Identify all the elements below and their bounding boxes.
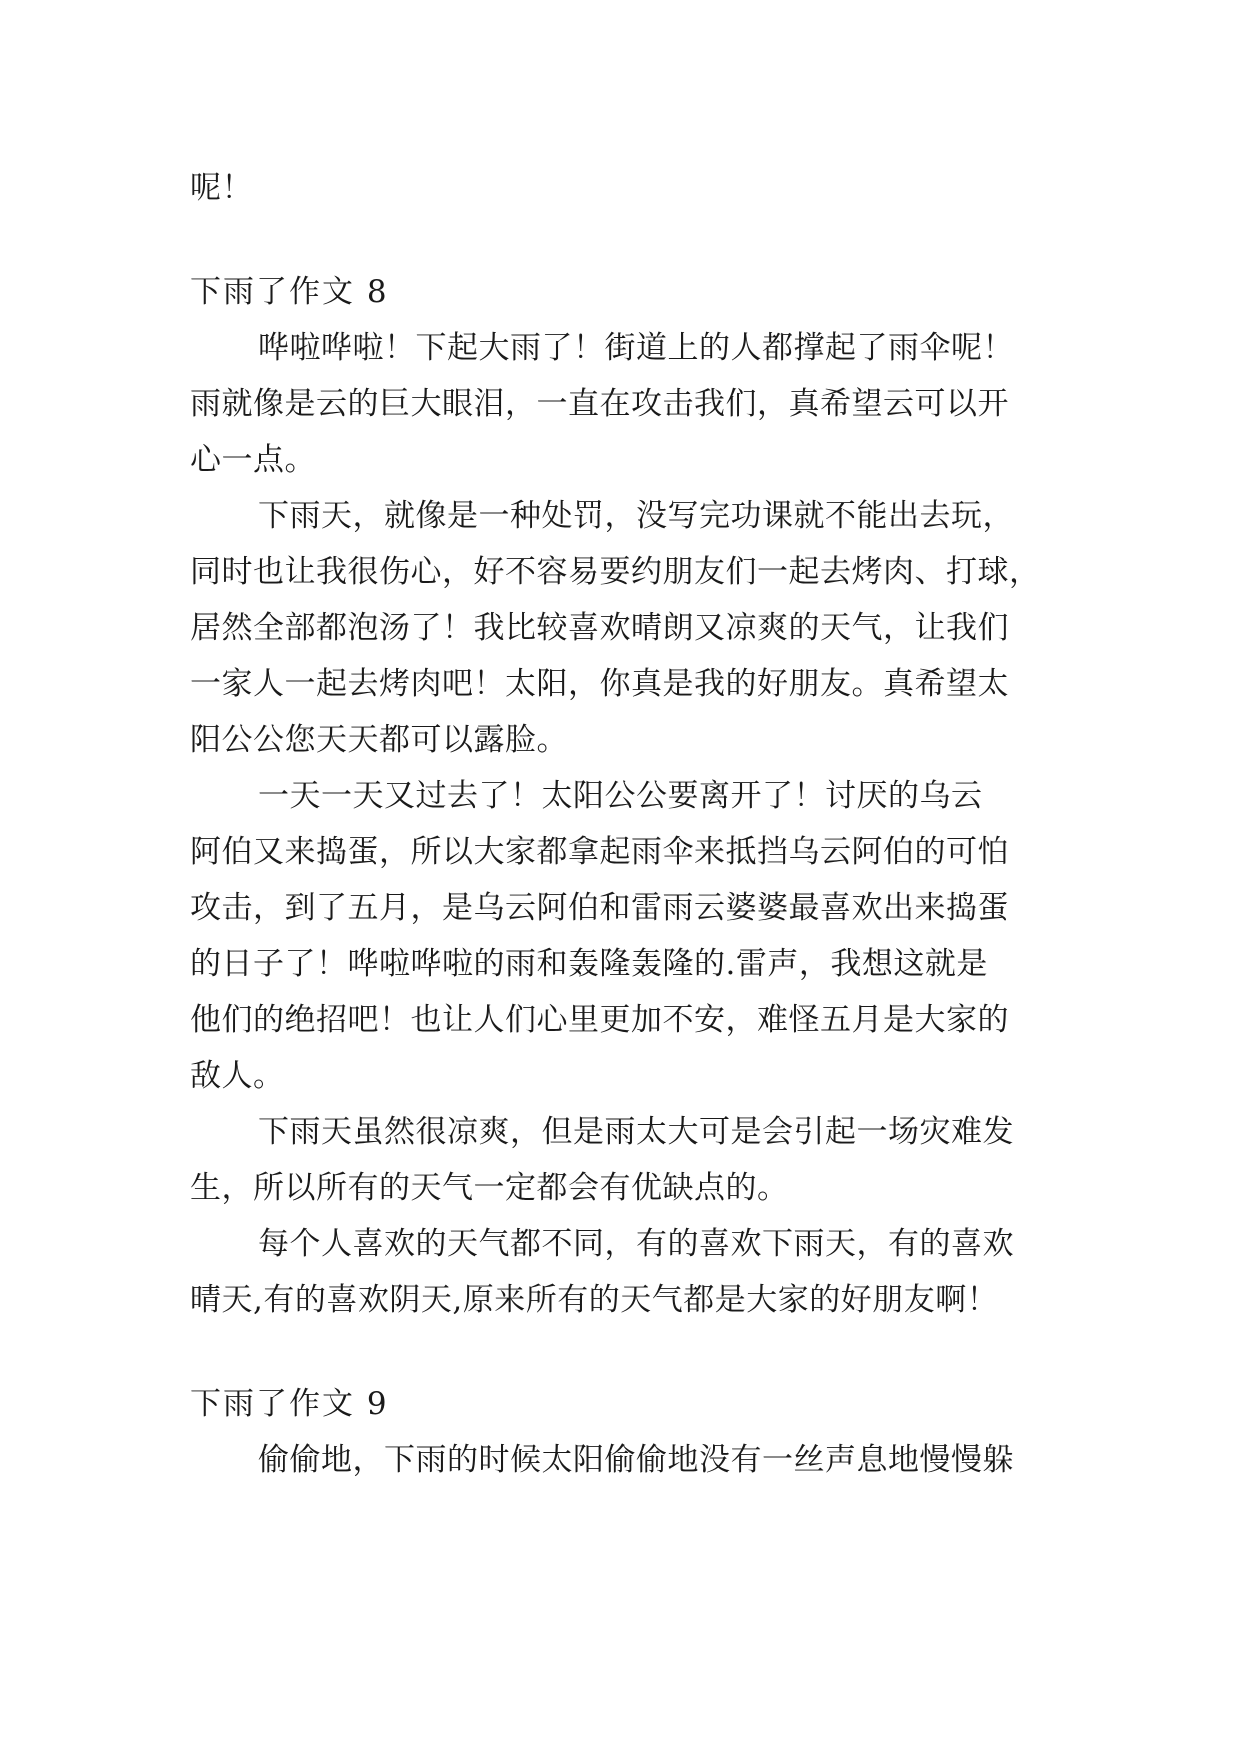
text-line: 的日子了！哗啦哗啦的雨和轰隆轰隆的.雷声，我想这就是 xyxy=(190,946,988,982)
text-line: 晴天,有的喜欢阴天,原来所有的天气都是大家的好朋友啊！ xyxy=(190,1282,999,1318)
text-line: 他们的绝招吧！也让人们心里更加不安，难怪五月是大家的 xyxy=(190,1002,1009,1038)
text-line: 偷偷地，下雨的时候太阳偷偷地没有一丝声息地慢慢躲 xyxy=(258,1442,1014,1478)
paragraph xyxy=(190,1432,1050,1488)
paragraph xyxy=(190,1216,1050,1328)
paragraph xyxy=(190,768,1050,1104)
text-line: 一天一天又过去了！太阳公公要离开了！讨厌的乌云 xyxy=(258,778,983,814)
text-line: 居然全部都泡汤了！我比较喜欢晴朗又凉爽的天气，让我们 xyxy=(190,610,1009,646)
text-line: 雨就像是云的巨大眼泪，一直在攻击我们，真希望云可以开 xyxy=(190,386,1009,422)
text-line: 生，所以所有的天气一定都会有优缺点的。 xyxy=(190,1170,789,1206)
text-line: 每个人喜欢的天气都不同，有的喜欢下雨天，有的喜欢 xyxy=(258,1226,1014,1262)
text-line: 哗啦哗啦！下起大雨了！街道上的人都撑起了雨伞呢！ xyxy=(258,330,1014,366)
text-line: 呢！ xyxy=(190,170,253,206)
section-gap xyxy=(190,1328,1050,1376)
paragraph xyxy=(190,488,1050,768)
text-line: 下雨天虽然很凉爽，但是雨太大可是会引起一场灾难发 xyxy=(258,1114,1014,1150)
essay-heading: 下雨了作文 9 xyxy=(190,1386,389,1422)
essay-heading: 下雨了作文 8 xyxy=(190,274,389,310)
paragraph xyxy=(190,1104,1050,1216)
text-line: 同时也让我很伤心，好不容易要约朋友们一起去烤肉、打球， xyxy=(190,554,1041,590)
text-line: 一家人一起去烤肉吧！太阳，你真是我的好朋友。真希望太 xyxy=(190,666,1009,702)
section-gap xyxy=(190,216,1050,264)
text-line: 敌人。 xyxy=(190,1058,285,1094)
text-line: 攻击，到了五月，是乌云阿伯和雷雨云婆婆最喜欢出来捣蛋 xyxy=(190,890,1009,926)
text-line: 阳公公您天天都可以露脸。 xyxy=(190,722,568,758)
text-line: 阿伯又来捣蛋，所以大家都拿起雨伞来抵挡乌云阿伯的可怕 xyxy=(190,834,1009,870)
document-page xyxy=(190,160,1050,1488)
text-line: 心一点。 xyxy=(190,442,316,478)
paragraph xyxy=(190,320,1050,488)
text-line: 下雨天，就像是一种处罚，没写完功课就不能出去玩， xyxy=(258,498,1014,534)
